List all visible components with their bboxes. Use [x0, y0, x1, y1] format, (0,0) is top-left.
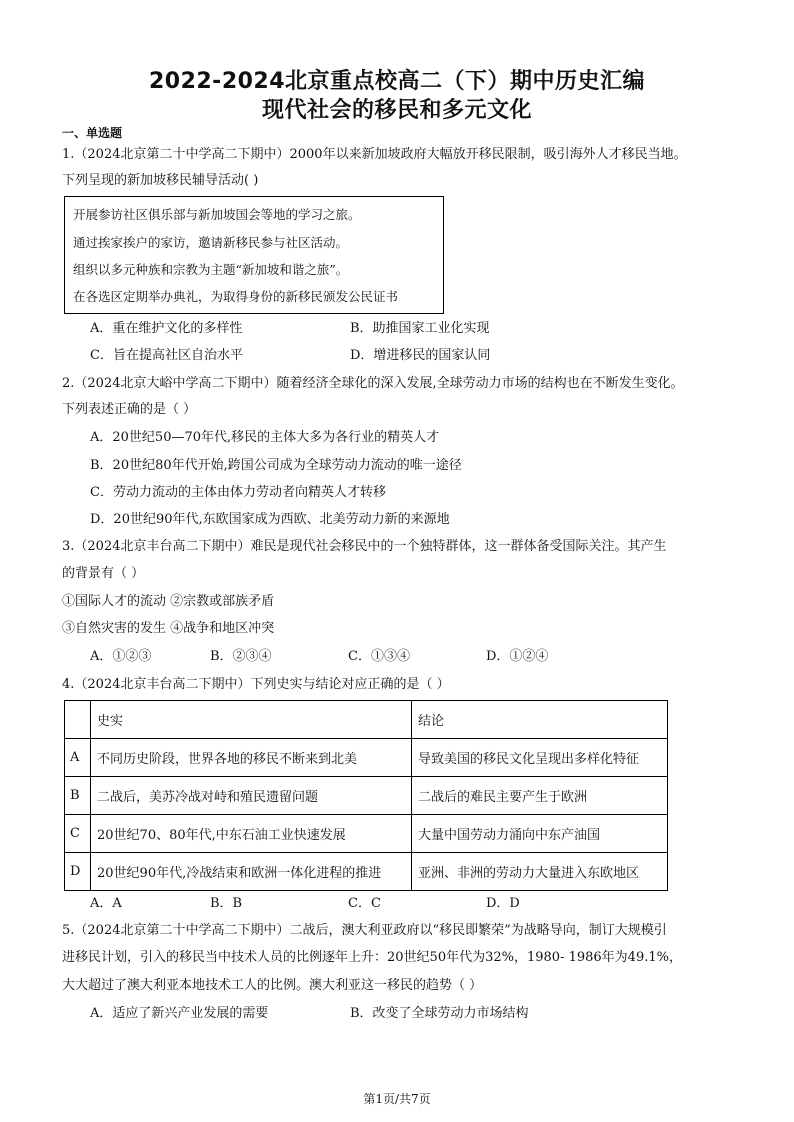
table-cell-fact: 20世纪70、80年代,中东石油工业快速发展	[91, 815, 412, 853]
table-cell-conclusion: 亚洲、非洲的劳动力大量进入东欧地区	[412, 853, 668, 891]
q1-option-b: B．助推国家工业化实现	[350, 321, 490, 336]
q4-table	[64, 700, 668, 891]
table-header-cell	[65, 701, 91, 739]
table-cell-label: C	[65, 815, 91, 853]
q3-stem-line-1: 3.（2024北京丰台高二下期中）难民是现代社会移民中的一个独特群体，这一群体备受国际关注。其产生	[62, 539, 667, 554]
q3-option-d: D．①②④	[486, 649, 549, 664]
q3-option-b: B．②③④	[210, 649, 272, 664]
table-cell-conclusion: 大量中国劳动力涌向中东产油国	[412, 815, 668, 853]
q2-option-c: C．劳动力流动的主体由体力劳动者向精英人才转移	[90, 485, 386, 500]
q5-stem-line-2: 进移民计划，引入的移民当中技术人员的比例逐年上升：20世纪50年代为32%，1980- 1986年为49.1%，	[62, 950, 682, 965]
table-cell-fact: 20世纪90年代,冷战结束和欧洲一体化进程的推进	[91, 853, 412, 891]
table-header-row	[65, 701, 668, 739]
q4-option-a: A．A	[90, 896, 122, 911]
page-title-line-1: 2022-2024北京重点校高二（下）期中历史汇编	[148, 69, 646, 94]
page-number: 第1页/共7页	[363, 1092, 431, 1106]
page-title-line-2: 现代社会的移民和多元文化	[261, 98, 532, 123]
table-header-cell: 史实	[91, 701, 412, 739]
table-row	[65, 777, 668, 815]
q5-option-b: B．改变了全球劳动力市场结构	[350, 1006, 529, 1021]
q1-material-line: 通过挨家挨户的家访，邀请新移民参与社区活动。	[73, 235, 349, 250]
q1-option-c: C．旨在提高社区自治水平	[90, 348, 243, 363]
q3-option-a: A．①②③	[90, 649, 152, 664]
q4-option-d: D．D	[486, 896, 520, 911]
section-heading: 一、单选题	[62, 126, 123, 140]
table-cell-conclusion: 二战后的难民主要产生于欧洲	[412, 777, 668, 815]
table-row	[65, 739, 668, 777]
q2-stem-line-1: 2.（2024北京大峪中学高二下期中）随着经济全球化的深入发展,全球劳动力市场的结构也在不断发生变化。	[62, 376, 684, 391]
q5-stem-line-3: 大大超过了澳大利亚本地技术工人的比例。澳大利亚这一移民的趋势（ ）	[62, 978, 483, 993]
q2-option-b: B．20世纪80年代开始,跨国公司成为全球劳动力流动的唯一途径	[90, 458, 462, 473]
table-header-cell: 结论	[412, 701, 668, 739]
q4-option-c: C．C	[348, 896, 381, 911]
q1-material-line: 在各选区定期举办典礼，为取得身份的新移民颁发公民证书	[73, 289, 399, 304]
q4-option-b: B．B	[210, 896, 243, 911]
q3-option-c: C．①③④	[348, 649, 410, 664]
table-cell-label: A	[65, 739, 91, 777]
q1-material-line: 开展参访社区俱乐部与新加坡国会等地的学习之旅。	[73, 207, 361, 222]
table-cell-label: B	[65, 777, 91, 815]
q1-stem-line-2: 下列呈现的新加坡移民辅导活动( )	[62, 173, 259, 188]
q1-stem-line-1: 1.（2024北京第二十中学高二下期中）2000年以来新加坡政府大幅放开移民限制，吸引海外人才移民当地。	[62, 147, 687, 162]
q1-material-line: 组织以多元种族和宗教为主题“新加坡和谐之旅”。	[73, 262, 349, 277]
table-row	[65, 853, 668, 891]
q3-stem-line-2: 的背景有（ ）	[62, 566, 145, 581]
table-cell-fact: 二战后，美苏冷战对峙和殖民遗留问题	[91, 777, 412, 815]
q2-option-a: A．20世纪50—70年代,移民的主体大多为各行业的精英人才	[90, 430, 440, 445]
q4-stem-line-1: 4.（2024北京丰台高二下期中）下列史实与结论对应正确的是（ ）	[62, 677, 450, 692]
q5-option-a: A．适应了新兴产业发展的需要	[90, 1006, 269, 1021]
q2-stem-line-2: 下列表述正确的是（ ）	[62, 402, 197, 417]
q1-option-d: D．增进移民的国家认同	[350, 348, 491, 363]
table-row	[65, 815, 668, 853]
table-cell-conclusion: 导致美国的移民文化呈现出多样化特征	[412, 739, 668, 777]
q3-stem-line-4: ③自然灾害的发生 ④战争和地区冲突	[62, 621, 275, 636]
q3-stem-line-3: ①国际人才的流动 ②宗教或部族矛盾	[62, 594, 275, 609]
q5-stem-line-1: 5.（2024北京第二十中学高二下期中）二战后，澳大利亚政府以“移民即繁荣”为战略导向，制订大规模引	[62, 923, 667, 938]
q1-option-a: A．重在维护文化的多样性	[90, 321, 243, 336]
table-cell-fact: 不同历史阶段，世界各地的移民不断来到北美	[91, 739, 412, 777]
q1-material-box	[64, 196, 444, 314]
table-cell-label: D	[65, 853, 91, 891]
q2-option-d: D．20世纪90年代,东欧国家成为西欧、北美劳动力新的来源地	[90, 512, 450, 527]
